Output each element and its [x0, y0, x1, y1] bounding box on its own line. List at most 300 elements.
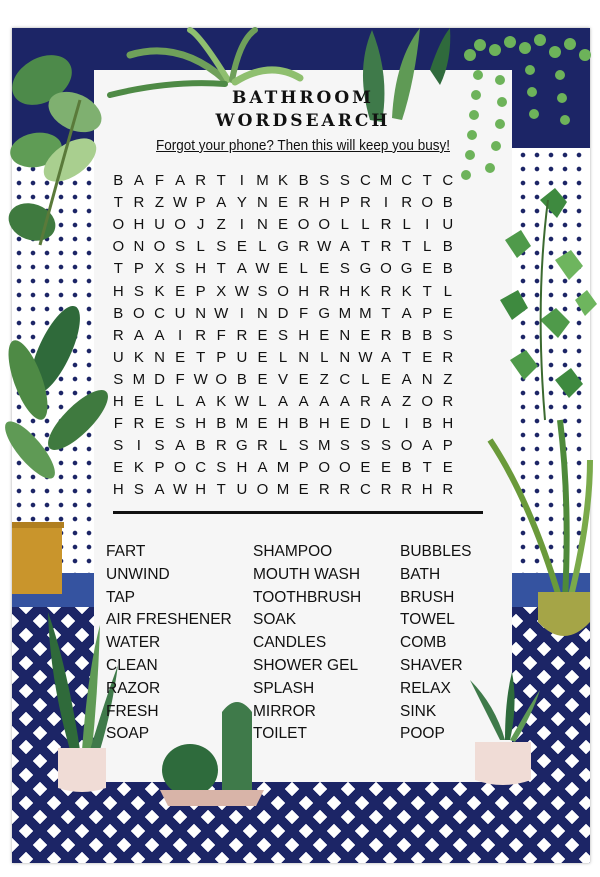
grid-letter[interactable]: B: [236, 370, 247, 388]
word-list-item: BATH: [400, 565, 441, 583]
grid-letter[interactable]: B: [298, 172, 309, 189]
grid-letter[interactable]: T: [216, 172, 226, 189]
grid-row: [108, 325, 458, 347]
grid-letter[interactable]: N: [421, 370, 433, 388]
grid-letter[interactable]: F: [154, 172, 165, 189]
grid-letter[interactable]: M: [276, 459, 290, 477]
grid-letter[interactable]: R: [133, 194, 145, 212]
grid-letter[interactable]: E: [422, 348, 433, 366]
grid-letter[interactable]: P: [133, 260, 144, 278]
grid-letter[interactable]: A: [133, 326, 144, 344]
grid-letter[interactable]: V: [278, 370, 289, 388]
grid-letter[interactable]: R: [401, 194, 413, 212]
grid-letter[interactable]: W: [172, 194, 188, 212]
grid-letter[interactable]: B: [422, 326, 433, 344]
word-list-item: TAP: [106, 588, 135, 606]
grid-letter[interactable]: E: [442, 459, 453, 477]
word-list-item: TOWEL: [400, 611, 455, 629]
grid-letter[interactable]: H: [298, 282, 310, 300]
grid-letter[interactable]: W: [317, 238, 332, 256]
word-list-column-1: [106, 541, 232, 746]
grid-letter[interactable]: M: [235, 415, 249, 433]
subtitle: Forgot your phone? Then this will keep you busy!: [156, 137, 450, 154]
grid-letter[interactable]: E: [278, 194, 289, 212]
word-list-item: TOOTHBRUSH: [253, 588, 362, 606]
grid-letter[interactable]: M: [317, 437, 331, 455]
grid-letter[interactable]: E: [442, 304, 453, 322]
grid-row: [108, 479, 458, 501]
grid-letter[interactable]: E: [319, 326, 330, 344]
title-line-2: WORDSEARCH: [215, 111, 391, 131]
grid-letter[interactable]: N: [298, 348, 310, 366]
grid-letter[interactable]: R: [442, 348, 454, 366]
grid-letter[interactable]: P: [195, 194, 206, 212]
grid-letter[interactable]: S: [339, 437, 350, 455]
word-list-item: SOAK: [253, 611, 297, 629]
grid-letter[interactable]: P: [422, 304, 433, 322]
grid-letter[interactable]: U: [236, 481, 248, 499]
word-list-item: AIR FRESHENER: [106, 611, 232, 629]
grid-letter[interactable]: I: [136, 437, 141, 455]
grid-letter[interactable]: T: [402, 348, 412, 366]
grid-letter[interactable]: W: [234, 282, 249, 300]
grid-letter[interactable]: P: [442, 437, 453, 455]
grid-letter[interactable]: O: [297, 216, 310, 234]
grid-letter[interactable]: K: [278, 172, 289, 189]
word-list-item: SHAVER: [400, 656, 463, 674]
grid-letter[interactable]: O: [215, 370, 228, 388]
grid-letter[interactable]: D: [154, 370, 165, 388]
grid-letter[interactable]: K: [360, 282, 371, 300]
word-list-item: CANDLES: [253, 634, 327, 652]
grid-letter[interactable]: S: [319, 172, 330, 189]
grid-letter[interactable]: R: [339, 481, 351, 499]
grid-letter[interactable]: H: [277, 415, 289, 433]
grid-letter[interactable]: P: [154, 459, 165, 477]
grid-letter[interactable]: A: [401, 370, 412, 388]
grid-letter[interactable]: A: [154, 481, 165, 499]
grid-letter[interactable]: R: [195, 172, 207, 189]
grid-row: [108, 413, 458, 435]
grid-letter[interactable]: K: [133, 459, 144, 477]
grid-letter[interactable]: T: [360, 238, 370, 256]
grid-letter[interactable]: E: [257, 348, 268, 366]
grid-letter[interactable]: W: [214, 304, 229, 322]
grid-letter[interactable]: A: [278, 393, 289, 410]
grid-letter[interactable]: C: [360, 172, 371, 189]
grid-letter[interactable]: T: [422, 459, 432, 477]
grid-letter[interactable]: B: [401, 459, 412, 477]
grid-letter[interactable]: D: [360, 415, 371, 433]
grid-letter[interactable]: E: [257, 370, 268, 388]
grid-letter[interactable]: R: [195, 326, 207, 344]
grid-letter[interactable]: E: [175, 348, 186, 366]
grid-letter[interactable]: R: [360, 194, 371, 212]
grid-letter[interactable]: S: [381, 437, 392, 455]
grid-letter[interactable]: L: [361, 370, 370, 388]
grid-row: [108, 192, 458, 214]
grid-letter[interactable]: E: [381, 459, 392, 477]
grid-letter[interactable]: P: [339, 194, 350, 212]
grid-letter[interactable]: A: [175, 437, 186, 455]
grid-letter[interactable]: R: [401, 481, 413, 499]
grid-letter[interactable]: R: [298, 194, 310, 212]
grid-letter[interactable]: T: [216, 260, 226, 278]
grid-letter[interactable]: N: [133, 238, 145, 256]
grid-letter[interactable]: L: [278, 348, 288, 366]
grid-letter[interactable]: R: [442, 393, 454, 410]
grid-letter[interactable]: O: [174, 459, 186, 477]
grid-letter[interactable]: R: [380, 481, 392, 499]
grid-letter[interactable]: F: [175, 370, 185, 388]
grid-letter[interactable]: K: [401, 282, 412, 300]
word-list-item: TOILET: [253, 725, 307, 743]
word-list-item: FRESH: [106, 702, 159, 720]
grid-letter[interactable]: M: [379, 172, 393, 189]
grid-letter[interactable]: E: [339, 415, 350, 433]
grid-letter[interactable]: S: [113, 370, 124, 388]
grid-letter[interactable]: W: [193, 370, 208, 388]
grid-letter[interactable]: L: [155, 393, 164, 410]
grid-letter[interactable]: B: [442, 260, 453, 278]
grid-letter[interactable]: E: [298, 370, 309, 388]
grid-letter[interactable]: L: [258, 238, 267, 256]
grid-row: [108, 214, 458, 236]
grid-letter[interactable]: H: [195, 415, 207, 433]
word-list-item: MOUTH WASH: [253, 565, 361, 583]
grid-letter[interactable]: B: [401, 326, 412, 344]
grid-letter[interactable]: P: [298, 459, 309, 477]
grid-letter[interactable]: N: [257, 304, 268, 322]
grid-letter[interactable]: S: [175, 415, 186, 433]
grid-letter[interactable]: T: [196, 348, 206, 366]
grid-letter[interactable]: F: [299, 304, 309, 322]
grid-letter[interactable]: O: [318, 459, 331, 477]
grid-letter[interactable]: W: [255, 260, 270, 278]
grid-letter[interactable]: E: [175, 282, 186, 300]
grid-letter[interactable]: Y: [236, 194, 247, 212]
grid-letter[interactable]: F: [216, 326, 226, 344]
grid-letter[interactable]: C: [401, 172, 413, 189]
grid-letter[interactable]: S: [339, 260, 350, 278]
grid-letter[interactable]: H: [298, 326, 310, 344]
grid-letter[interactable]: R: [318, 481, 330, 499]
grid-letter[interactable]: U: [174, 304, 186, 322]
grid-letter[interactable]: L: [443, 282, 452, 300]
grid-letter[interactable]: H: [112, 481, 124, 499]
grid-letter[interactable]: A: [133, 172, 144, 189]
word-list-item: WATER: [106, 634, 161, 652]
grid-letter[interactable]: R: [442, 481, 454, 499]
grid-letter[interactable]: A: [195, 393, 206, 410]
grid-letter[interactable]: C: [360, 481, 371, 499]
grid-letter[interactable]: E: [360, 459, 371, 477]
grid-letter[interactable]: S: [216, 459, 227, 477]
grid-letter[interactable]: A: [298, 393, 309, 410]
grid-letter[interactable]: E: [278, 216, 289, 234]
grid-letter[interactable]: C: [195, 459, 207, 477]
grid-letter[interactable]: I: [239, 172, 244, 189]
grid-letter[interactable]: A: [339, 393, 350, 410]
grid-row: [108, 391, 458, 413]
grid-letter[interactable]: A: [339, 238, 350, 256]
grid-letter[interactable]: S: [113, 437, 124, 455]
grid-letter[interactable]: S: [257, 282, 268, 300]
grid-letter[interactable]: O: [133, 304, 145, 322]
grid-letter[interactable]: H: [195, 481, 207, 499]
grid-letter[interactable]: O: [174, 216, 186, 234]
grid-letter[interactable]: R: [360, 393, 371, 410]
grid-letter[interactable]: B: [442, 194, 453, 212]
grid-letter[interactable]: S: [133, 481, 144, 499]
grid-letter[interactable]: I: [425, 216, 430, 234]
grid-letter[interactable]: T: [402, 238, 412, 256]
grid-letter[interactable]: Z: [443, 370, 453, 388]
grid-letter[interactable]: S: [339, 172, 350, 189]
grid-letter[interactable]: O: [400, 437, 413, 455]
grid-letter[interactable]: N: [339, 348, 351, 366]
word-list-item: COMB: [400, 634, 447, 652]
grid-letter[interactable]: X: [216, 282, 227, 300]
grid-letter[interactable]: T: [113, 194, 123, 212]
grid-letter[interactable]: H: [195, 260, 207, 278]
grid-letter[interactable]: G: [277, 238, 289, 256]
grid-letter[interactable]: S: [442, 326, 453, 344]
grid-letter[interactable]: O: [421, 393, 434, 410]
grid-letter[interactable]: E: [154, 415, 165, 433]
spider-plant-icon: [110, 30, 300, 95]
grid-letter[interactable]: U: [236, 348, 248, 366]
grid-letter[interactable]: S: [278, 326, 289, 344]
grid-letter[interactable]: A: [175, 172, 186, 189]
grid-letter[interactable]: R: [380, 282, 392, 300]
grid-letter[interactable]: J: [196, 216, 205, 234]
grid-letter[interactable]: H: [236, 459, 248, 477]
grid-letter[interactable]: A: [422, 437, 433, 455]
grid-letter[interactable]: O: [277, 282, 289, 300]
ivy-icon: [500, 188, 597, 420]
grid-letter[interactable]: S: [360, 437, 371, 455]
grid-letter[interactable]: B: [442, 238, 453, 256]
grid-letter[interactable]: R: [257, 437, 268, 455]
grid-letter[interactable]: C: [442, 172, 454, 189]
grid-letter[interactable]: L: [320, 348, 329, 366]
grid-letter[interactable]: B: [113, 304, 124, 322]
grid-letter[interactable]: A: [257, 459, 268, 477]
grid-letter[interactable]: L: [299, 260, 308, 278]
word-list-item: FART: [106, 543, 146, 560]
grid-letter[interactable]: L: [258, 393, 267, 410]
grid-letter[interactable]: H: [133, 216, 145, 234]
grid-letter[interactable]: I: [177, 326, 183, 344]
grid-letter[interactable]: R: [298, 238, 310, 256]
grid-letter[interactable]: S: [133, 282, 144, 300]
grid-letter[interactable]: A: [381, 393, 392, 410]
grid-letter[interactable]: T: [216, 481, 226, 499]
grid-letter[interactable]: A: [381, 348, 392, 366]
grid-letter[interactable]: R: [380, 238, 392, 256]
word-list-item: SOAP: [106, 725, 150, 743]
grid-letter[interactable]: E: [236, 238, 247, 256]
word-list-item: UNWIND: [106, 565, 170, 583]
grid-letter[interactable]: E: [257, 415, 268, 433]
grid-letter[interactable]: M: [276, 481, 290, 499]
grid-letter[interactable]: N: [257, 194, 268, 212]
grid-letter[interactable]: S: [216, 238, 227, 256]
grid-letter[interactable]: R: [318, 282, 330, 300]
grid-letter[interactable]: K: [133, 348, 144, 366]
grid-letter[interactable]: O: [380, 260, 392, 278]
word-list-item: SHAMPOO: [253, 543, 333, 560]
grid-letter[interactable]: T: [422, 282, 432, 300]
grid-letter[interactable]: Z: [154, 194, 165, 212]
grid-letter[interactable]: C: [339, 370, 351, 388]
word-list-item: CLEAN: [106, 656, 158, 674]
grid-letter[interactable]: D: [277, 304, 289, 322]
grid-letter[interactable]: M: [359, 304, 372, 322]
grid-letter[interactable]: O: [153, 238, 166, 256]
grid-letter[interactable]: P: [216, 348, 227, 366]
grid-letter[interactable]: I: [404, 415, 409, 433]
grid-letter[interactable]: L: [175, 393, 185, 410]
grid-letter[interactable]: L: [381, 415, 391, 433]
grid-letter[interactable]: H: [442, 415, 454, 433]
grid-letter[interactable]: B: [216, 415, 227, 433]
grid-letter[interactable]: R: [215, 437, 227, 455]
grid-letter[interactable]: L: [278, 437, 288, 455]
grid-letter[interactable]: S: [175, 260, 186, 278]
grid-letter[interactable]: O: [112, 216, 125, 234]
grid-letter[interactable]: M: [132, 370, 146, 388]
grid-letter[interactable]: I: [239, 216, 244, 234]
grid-letter[interactable]: Z: [216, 216, 226, 234]
grid-letter[interactable]: Z: [402, 393, 412, 410]
grid-letter[interactable]: E: [422, 260, 433, 278]
grid-letter[interactable]: N: [257, 216, 268, 234]
word-list-column-3: [400, 541, 472, 746]
grid-letter[interactable]: L: [196, 238, 205, 256]
grid-row: [108, 258, 458, 280]
word-list-item: SPLASH: [253, 679, 315, 697]
grid-letter[interactable]: H: [112, 282, 124, 300]
word-list-item: RAZOR: [106, 679, 161, 697]
grid-row: [108, 457, 458, 479]
grid-letter[interactable]: T: [381, 304, 391, 322]
grid-letter[interactable]: N: [339, 326, 351, 344]
grid-letter[interactable]: F: [113, 415, 123, 433]
grid-letter[interactable]: G: [236, 437, 248, 455]
grid-row: [108, 170, 458, 192]
grid-letter[interactable]: Z: [319, 370, 329, 388]
grid-letter[interactable]: R: [380, 326, 392, 344]
grid-letter[interactable]: R: [236, 326, 248, 344]
word-list-item: BUBBLES: [400, 543, 472, 560]
grid-letter[interactable]: T: [113, 260, 123, 278]
divider-rule: [113, 511, 483, 514]
grid-letter[interactable]: S: [154, 437, 165, 455]
succulent-icon: [470, 672, 540, 785]
grid-letter[interactable]: R: [112, 326, 124, 344]
grid-letter[interactable]: M: [338, 304, 352, 322]
grid-letter[interactable]: O: [112, 238, 125, 256]
grid-letter[interactable]: W: [358, 348, 373, 366]
grid-letter[interactable]: T: [422, 172, 432, 189]
grid-row: [108, 435, 458, 457]
grid-letter[interactable]: S: [175, 238, 186, 256]
grid-letter[interactable]: H: [112, 393, 124, 410]
grid-letter[interactable]: M: [256, 172, 269, 189]
grid-letter[interactable]: A: [319, 393, 330, 410]
grid-letter[interactable]: O: [338, 459, 351, 477]
grid-letter[interactable]: B: [298, 415, 309, 433]
grid-letter[interactable]: U: [442, 216, 454, 234]
grid-letter[interactable]: L: [340, 216, 349, 234]
grid-letter[interactable]: L: [402, 216, 411, 234]
grid-letter[interactable]: B: [422, 415, 433, 433]
grid-row: [108, 369, 458, 391]
grid-letter[interactable]: L: [423, 238, 432, 256]
grid-letter[interactable]: E: [278, 260, 289, 278]
word-list-item: POOP: [400, 725, 445, 743]
grid-letter[interactable]: R: [133, 415, 145, 433]
grid-letter[interactable]: E: [298, 481, 309, 499]
grid-letter[interactable]: P: [195, 282, 206, 300]
grid-letter[interactable]: A: [216, 194, 227, 212]
grid-letter[interactable]: K: [154, 282, 165, 300]
grid-letter[interactable]: A: [401, 304, 412, 322]
grid-letter[interactable]: W: [172, 481, 188, 499]
grid-letter[interactable]: C: [154, 304, 165, 322]
grid-letter[interactable]: W: [234, 393, 249, 410]
grid-letter[interactable]: X: [154, 260, 165, 278]
grid-letter[interactable]: I: [239, 304, 244, 322]
grid-letter[interactable]: G: [359, 260, 372, 278]
grid-letter[interactable]: O: [421, 194, 434, 212]
grid-letter[interactable]: E: [133, 393, 144, 410]
grid-letter[interactable]: E: [257, 326, 268, 344]
grid-letter[interactable]: R: [380, 216, 392, 234]
grid-letter[interactable]: H: [339, 282, 351, 300]
grid-letter[interactable]: E: [113, 459, 124, 477]
grid-letter[interactable]: H: [421, 481, 433, 499]
grid-letter[interactable]: O: [318, 216, 331, 234]
grid-letter[interactable]: E: [381, 370, 392, 388]
grid-letter[interactable]: H: [318, 194, 330, 212]
grid-letter[interactable]: K: [216, 393, 227, 410]
grid-letter[interactable]: A: [236, 260, 247, 278]
grid-letter[interactable]: E: [319, 260, 330, 278]
grid-letter[interactable]: G: [400, 260, 413, 278]
grid-letter[interactable]: G: [318, 304, 331, 322]
title-line-1: BATHROOM: [232, 88, 374, 108]
grid-letter[interactable]: U: [154, 216, 165, 234]
grid-letter[interactable]: B: [113, 172, 124, 189]
grid-row: [108, 303, 458, 325]
grid-row: [108, 347, 458, 369]
grid-letter[interactable]: O: [256, 481, 269, 499]
grid-letter[interactable]: I: [383, 194, 389, 212]
grid-letter[interactable]: S: [298, 437, 309, 455]
grid-letter[interactable]: L: [361, 216, 370, 234]
grid-letter[interactable]: U: [112, 348, 124, 366]
grid-letter[interactable]: H: [318, 415, 330, 433]
grid-letter[interactable]: N: [195, 304, 207, 322]
grid-letter[interactable]: E: [360, 326, 371, 344]
grid-row: [108, 281, 458, 303]
grid-letter[interactable]: N: [154, 348, 165, 366]
grid-letter[interactable]: B: [195, 437, 206, 455]
grid-letter[interactable]: A: [154, 326, 165, 344]
